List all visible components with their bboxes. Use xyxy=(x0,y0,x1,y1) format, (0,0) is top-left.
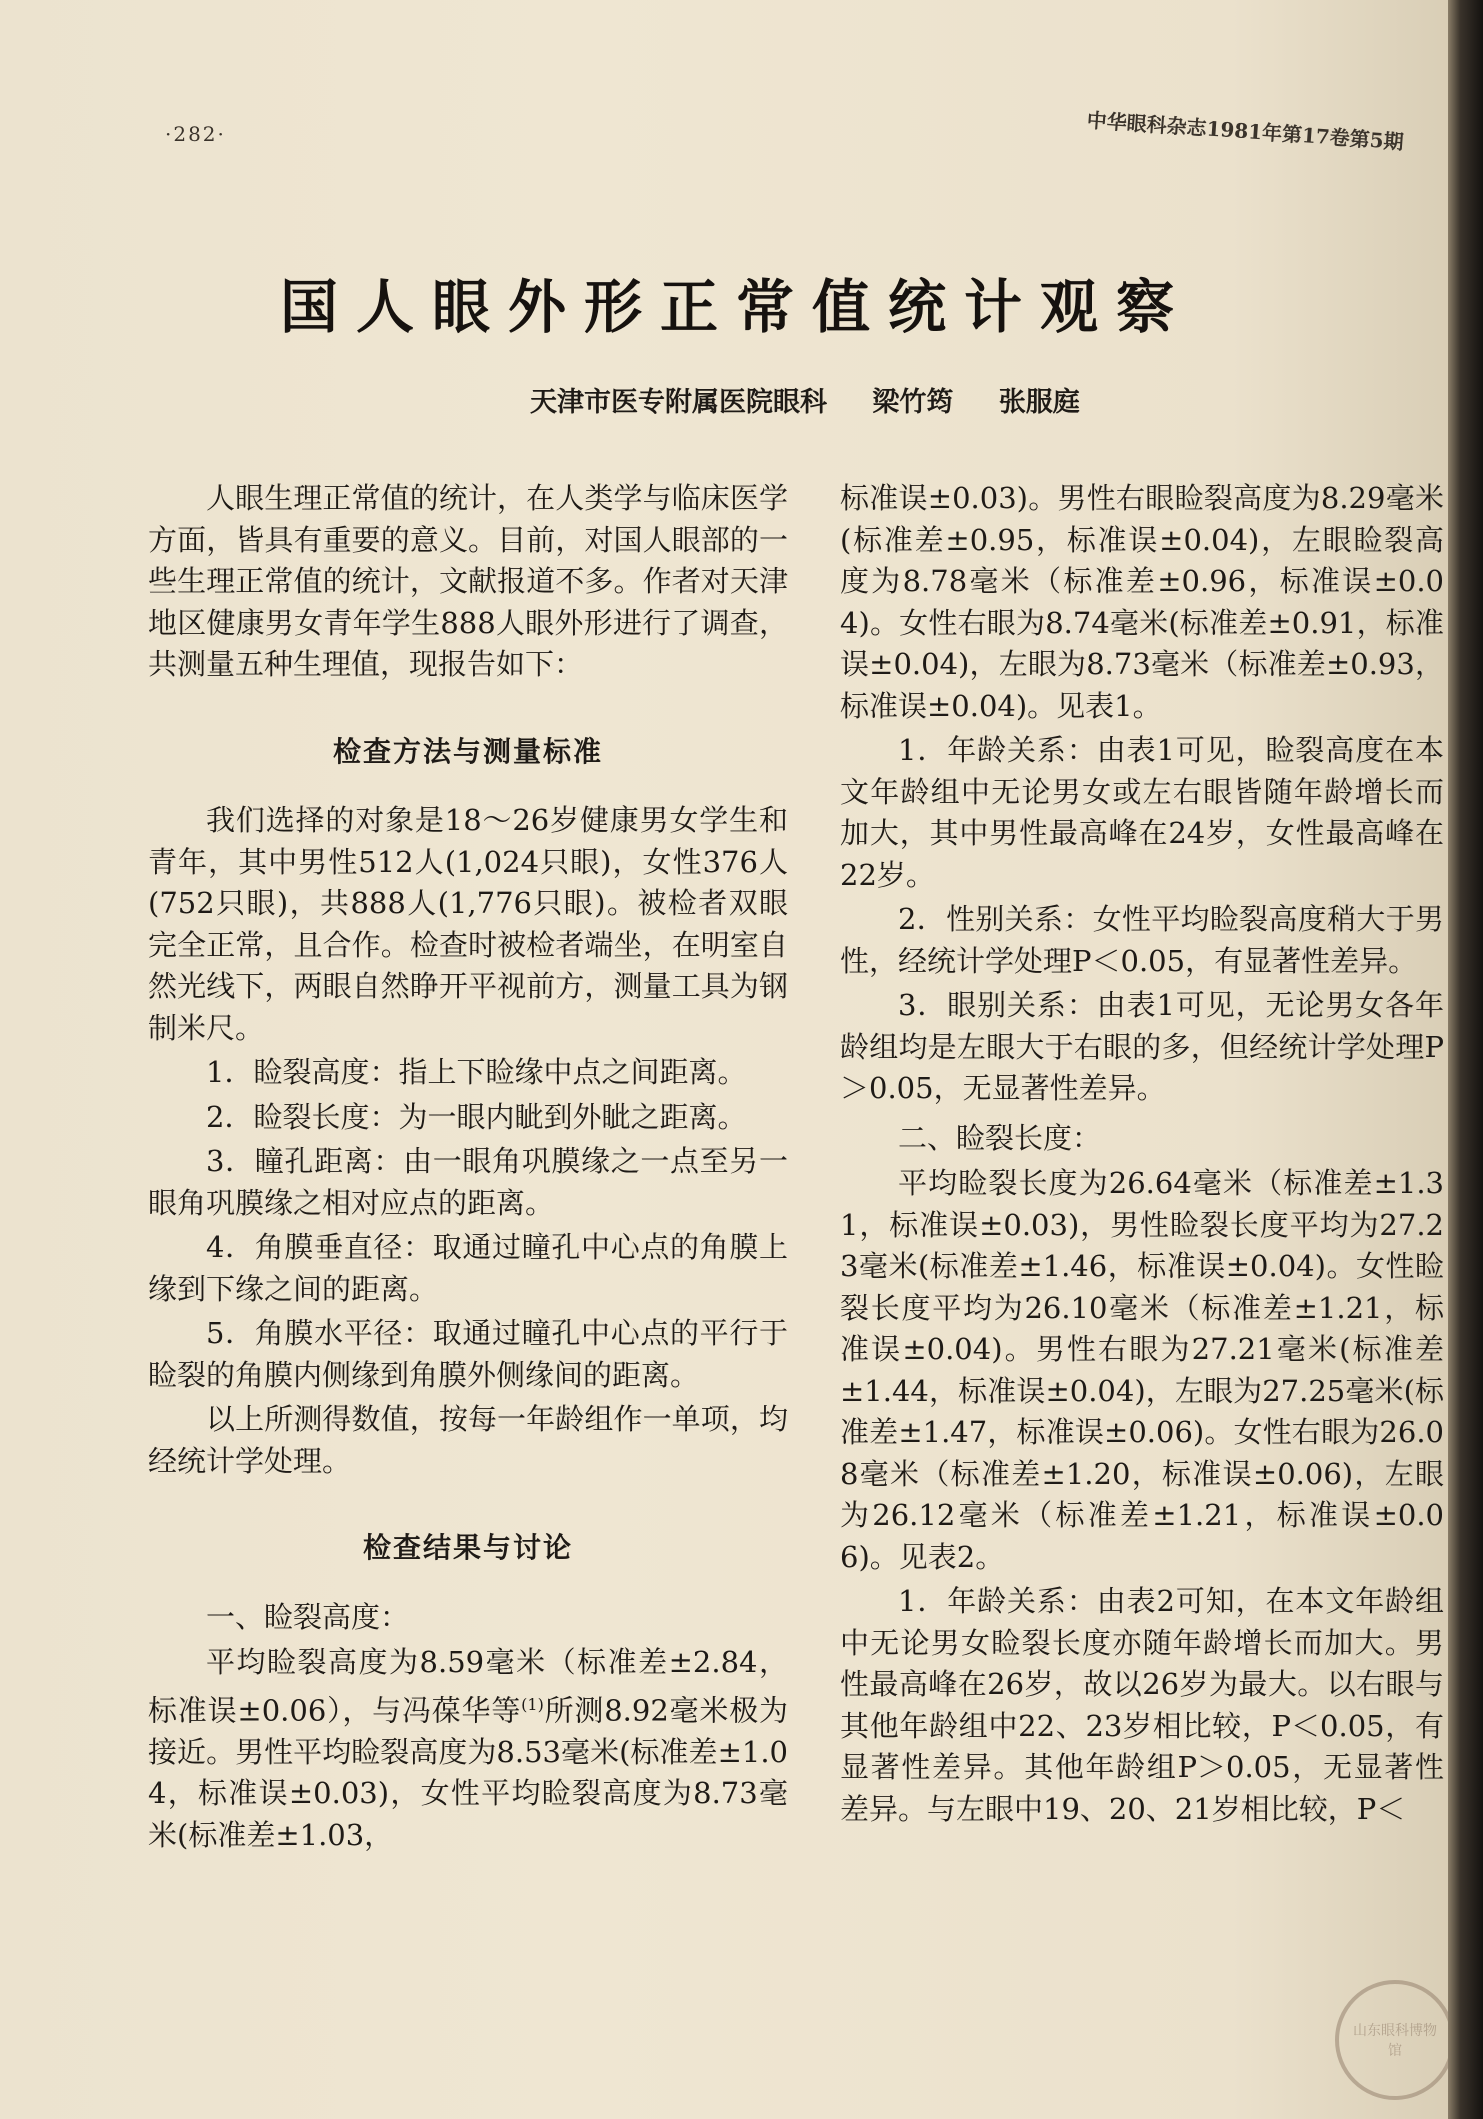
right-column xyxy=(840,478,1444,1833)
section-1-text-b: 所测8.92毫米极为接近。男性平均睑裂高度为8.53毫米(标准差±1.04，标准误±0.03)，女性平均睑裂高度为8.73毫米(标准差±1.03， xyxy=(148,1693,788,1852)
section-1-paragraph xyxy=(148,1642,788,1856)
methods-heading: 检查方法与测量标准 xyxy=(332,734,603,768)
author-1: 梁竹筠 xyxy=(872,387,954,418)
book-spine xyxy=(1448,0,1483,2119)
age-relation-1: 1．年龄关系：由表1可见，睑裂高度在本文年龄组中无论男女或左右眼皆随年龄增长而加大，其中男性最高峰在24岁，女性最高峰在22岁。 xyxy=(840,733,1444,892)
journal-header: 中华眼科杂志1981年第17卷第5期 xyxy=(1086,107,1405,155)
age-relation-2: 1．年龄关系：由表2可知，在本文年龄组中无论男女睑裂长度亦随年龄增长而加大。男性最高峰在26岁，故以26岁为最大。以右眼与其他年龄组中22、23岁相比较，P＜0.05，有显著性差异。其他年龄组P＞0.05，无显著性差异。与左眼中19、20、21岁相比较，P＜ xyxy=(840,1584,1444,1826)
byline xyxy=(530,380,1116,419)
measure-item-1: 1．睑裂高度：指上下睑缘中点之间距离。 xyxy=(206,1055,747,1089)
sex-relation-1: 2．性别关系：女性平均睑裂高度稍大于男性，经统计学处理P＜0.05，有显著性差异。 xyxy=(840,902,1444,978)
section-2-heading: 二、睑裂长度： xyxy=(898,1120,1102,1155)
intro-paragraph: 人眼生理正常值的统计，在人类学与临床医学方面，皆具有重要的意义。目前，对国人眼部的一些生理正常值的统计，文献报道不多。作者对天津地区健康男女青年学生888人眼外形进行了调查，共测量五种生理值，现报告如下： xyxy=(148,481,788,681)
methods-summary: 以上所测得数值，按每一年龄组作一单项，均经统计学处理。 xyxy=(148,1402,788,1478)
measure-item-5: 5．角膜水平径：取通过瞳孔中心点的平行于睑裂的角膜内侧缘到角膜外侧缘间的距离。 xyxy=(148,1316,788,1392)
museum-watermark: 山东眼科博物馆 xyxy=(1335,1980,1455,2100)
measure-item-4: 4．角膜垂直径：取通过瞳孔中心点的角膜上缘到下缘之间的距离。 xyxy=(148,1230,788,1306)
affiliation: 天津市医专附属医院眼科 xyxy=(530,387,827,418)
left-column xyxy=(148,478,788,1859)
measure-item-3: 3．瞳孔距离：由一眼角巩膜缘之一点至另一眼角巩膜缘之相对应点的距离。 xyxy=(148,1144,788,1220)
results-heading: 检查结果与讨论 xyxy=(362,1531,573,1564)
article-title: 国人眼外形正常值统计观察 xyxy=(280,273,1193,341)
section-1-text-a: 平均睑裂高度为8.59毫米（标准差±2.84，标准误±0.06），与冯葆华等 xyxy=(148,1645,788,1728)
page-number: ·282· xyxy=(165,122,226,146)
methods-paragraph: 我们选择的对象是18～26岁健康男女学生和青年，其中男性512人(1,024只眼)，女性376人(752只眼)，共888人(1,776只眼)。被检者双眼完全正常，且合作。检查时被检者端坐，在明室自然光线下，两眼自然睁开平视前方，测量工具为钢制米尺。 xyxy=(148,803,788,1045)
section-1-heading: 一、睑裂高度： xyxy=(206,1599,410,1634)
reference-mark: (1) xyxy=(521,1694,544,1714)
eye-relation-1: 3．眼别关系：由表1可见，无论男女各年龄组均是左眼大于右眼的多，但经统计学处理P＞0.05，无显著性差异。 xyxy=(840,988,1444,1105)
section-2-paragraph: 平均睑裂长度为26.64毫米（标准差±1.31，标准误±0.03)，男性睑裂长度平均为27.23毫米(标准差±1.46，标准误±0.04)。女性睑裂长度平均为26.10毫米（标准差±1.21，标准误±0.04)。男性右眼为27.21毫米(标准差±1.44，标准误±0.04)，左眼为27.25毫米(标准差±1.47，标准误±0.06)。女性右眼为26.08毫米（标准差±1.20，标准误±0.06)，左眼为26.12毫米（标准差±1.21，标准误±0.06)。见表2。 xyxy=(840,1166,1444,1574)
author-2: 张服庭 xyxy=(998,387,1080,418)
measure-item-2: 2．睑裂长度：为一眼内眦到外眦之距离。 xyxy=(206,1099,747,1134)
continued-paragraph: 标准误±0.03)。男性右眼睑裂高度为8.29毫米(标准差±0.95，标准误±0.04)，左眼睑裂高度为8.78毫米（标准差±0.96，标准误±0.04)。女性右眼为8.74毫米(标准差±0.91，标准误±0.04)，左眼为8.73毫米（标准差±0.93，标准误±0.04)。见表1。 xyxy=(840,481,1444,723)
